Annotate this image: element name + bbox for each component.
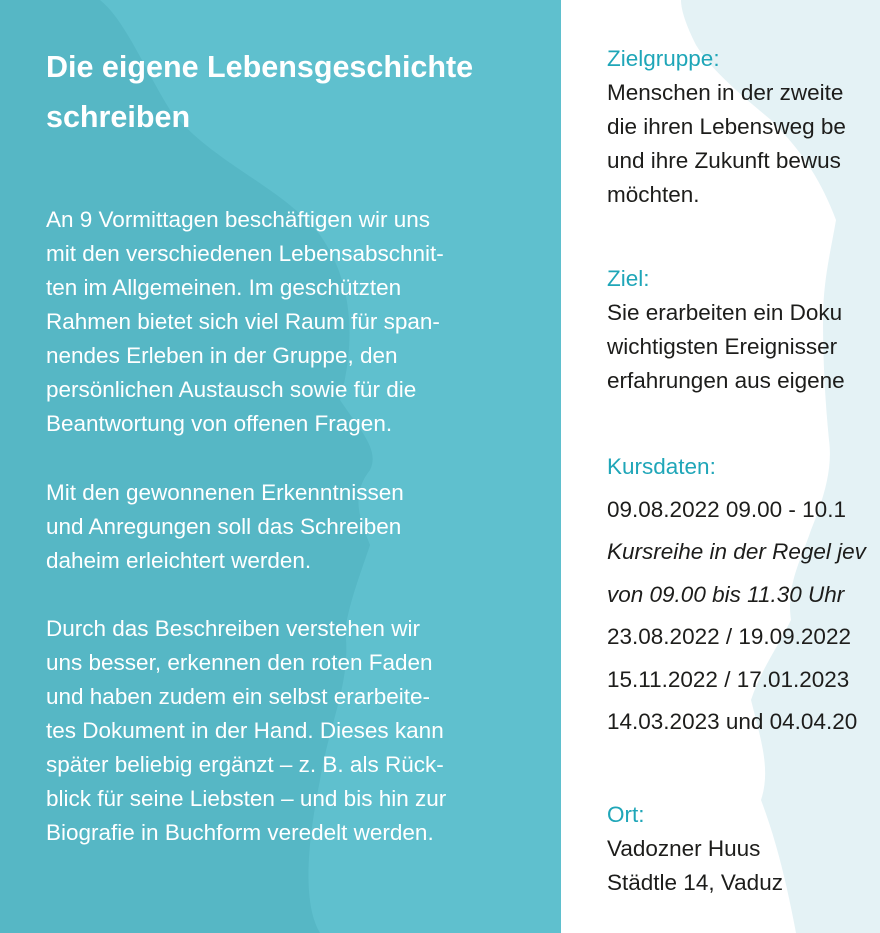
text-line: Menschen in der zweite bbox=[607, 80, 844, 105]
goal-label: Ziel: bbox=[607, 266, 650, 291]
text-line: mit den verschiedenen Lebensabschnit- bbox=[46, 241, 444, 266]
knowledge-paragraph bbox=[46, 476, 536, 578]
date-line: 23.08.2022 / 19.09.2022 bbox=[607, 624, 851, 649]
text-line: möchten. bbox=[607, 182, 700, 207]
text-line: Rahmen bietet sich viel Raum für span- bbox=[46, 309, 440, 334]
date-line: 14.03.2023 und 04.04.20 bbox=[607, 709, 858, 734]
text-line: Beantwortung von offenen Fragen. bbox=[46, 411, 393, 436]
target-group-section bbox=[607, 42, 880, 212]
schedule-note: Kursreihe in der Regel jev bbox=[607, 539, 866, 564]
course-dates-section bbox=[607, 446, 880, 744]
text-line: Biografie in Buchform veredelt werden. bbox=[46, 820, 434, 845]
text-line: Vadozner Huus bbox=[607, 836, 761, 861]
text-line: und Anregungen soll das Schreiben bbox=[46, 514, 402, 539]
text-line: und ihre Zukunft bewus bbox=[607, 148, 841, 173]
date-line: 15.11.2022 / 17.01.2023 bbox=[607, 666, 850, 692]
page-title bbox=[46, 42, 546, 142]
location-label: Ort: bbox=[607, 802, 645, 827]
text-line: Durch das Beschreiben verstehen wir bbox=[46, 616, 420, 641]
text-line: und haben zudem ein selbst erarbeite- bbox=[46, 684, 430, 709]
text-line: nendes Erleben in der Gruppe, den bbox=[46, 343, 398, 368]
schedule-note: von 09.00 bis 11.30 Uhr bbox=[607, 581, 845, 607]
text-line: An 9 Vormittagen beschäftigen wir uns bbox=[46, 207, 430, 232]
text-line: persönlichen Austausch sowie für die bbox=[46, 377, 417, 402]
text-line: später beliebig ergänzt – z. B. als Rück- bbox=[46, 752, 444, 777]
text-line: tes Dokument in der Hand. Dieses kann bbox=[46, 718, 444, 743]
right-panel bbox=[561, 0, 880, 933]
text-line: die ihren Lebensweg be bbox=[607, 114, 846, 139]
text-line: Sie erarbeiten ein Doku bbox=[607, 300, 843, 325]
text-line: wichtigsten Ereignisser bbox=[607, 334, 838, 359]
title-line: schreiben bbox=[46, 100, 191, 134]
text-line: erfahrungen aus eigene bbox=[607, 368, 845, 393]
first-date: 09.08.2022 09.00 - 10.1 bbox=[607, 496, 846, 522]
text-line: Städtle 14, Vaduz bbox=[607, 870, 783, 895]
target-group-label: Zielgruppe: bbox=[607, 46, 720, 71]
text-line: blick für seine Liebsten – und bis hin zur bbox=[46, 786, 447, 811]
text-line: daheim erleichtert werden. bbox=[46, 548, 312, 573]
title-line: Die eigene Lebensgeschichte bbox=[46, 50, 474, 84]
benefit-paragraph bbox=[46, 612, 536, 850]
location-section bbox=[607, 798, 880, 900]
intro-paragraph bbox=[46, 203, 536, 441]
text-line: Mit den gewonnenen Erkenntnissen bbox=[46, 480, 404, 505]
goal-section bbox=[607, 262, 880, 398]
text-line: uns besser, erkennen den roten Faden bbox=[46, 650, 433, 675]
text-line: ten im Allgemeinen. Im geschützten bbox=[46, 275, 402, 300]
course-dates-label: Kursdaten: bbox=[607, 454, 716, 479]
